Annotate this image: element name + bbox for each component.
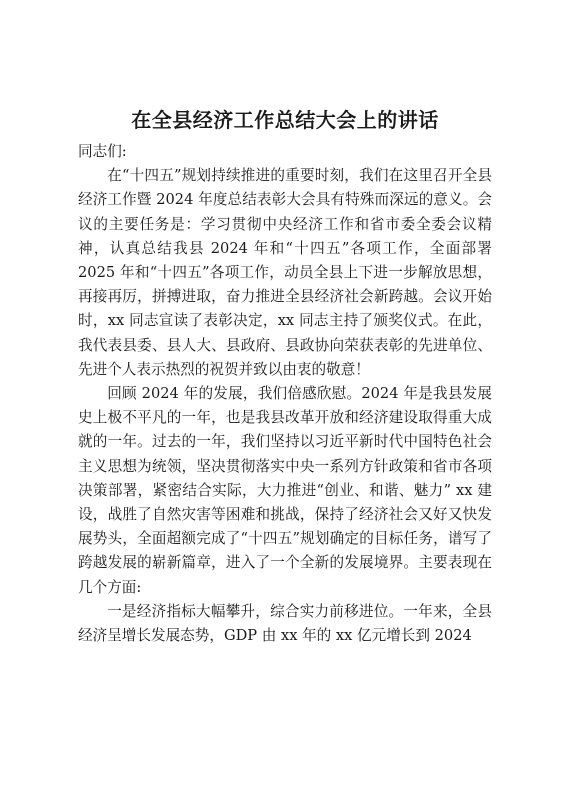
greeting: 同志们: (78, 143, 127, 160)
paragraph-1: 在“十四五”规划持续推进的重要时刻，我们在这里召开全县经济工作暨 2024 年度总结表彰大会具有特殊而深远的意义。会议的主要任务是：学习贯彻中央经济工作和省市委全委会议精神，认真总结我县 2024 年和“十四五”各项工作，全面部署 2025 年和“十四五”各项工作，动员全县上下进一步解放思想，再接再厉，拼搏进取，奋力推进全县经济社会新跨越。会议开始时，xx 同志宣读了表彰决定，xx 同志主持了颁奖仪式。在此，我代表县委、县人大、县政府、县政协向荣获表彰的先进单位、先进个人表示热烈的祝贺并致以由衷的敬意！ (78, 167, 492, 378)
paragraph-3: 一是经济指标大幅攀升，综合实力前移进位。一年来，全县经济呈增长发展态势，GDP 由 xx 年的 xx 亿元增长到 2024 (78, 602, 492, 645)
paragraph-2: 回顾 2024 年的发展，我们倍感欣慰。2024 年是我县发展史上极不平凡的一年，也是我县改革开放和经济建设取得重大成就的一年。过去的一年，我们坚持以习近平新时代中国特色社会主义思想为统领，坚决贯彻落实中央一系列方针政策和省市各项决策部署，紧密结合实际，大力推进“创业、和谐、魅力” xx 建设，战胜了自然灾害等困难和挑战，保持了经济社会又好又快发展势头，全面超额完成了“十四五”规划确定的目标任务，谱写了跨越发展的崭新篇章，进入了一个全新的发展境界。主要表现在几个方面: (78, 385, 492, 596)
document-body (78, 140, 492, 648)
document-title: 在全县经济工作总结大会上的讲话 (131, 108, 439, 132)
